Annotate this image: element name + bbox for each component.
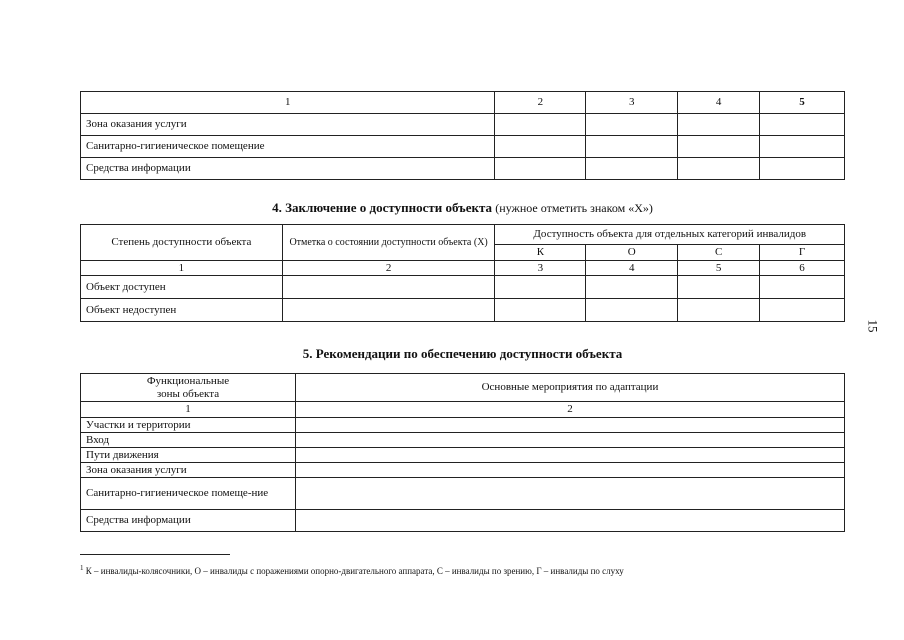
table-row — [81, 448, 845, 463]
column-numbers-row — [81, 402, 845, 418]
col-degree-header: Степень доступности объекта — [81, 225, 283, 261]
row-label: Зона оказания услуги — [81, 114, 495, 136]
col-number-5: 5 — [678, 261, 760, 276]
table-cell — [295, 478, 844, 510]
col-number-6: 6 — [760, 261, 845, 276]
col-number-5: 5 — [760, 92, 845, 114]
row-label: Санитарно-гигиеническое помещение — [81, 136, 495, 158]
col-number-4: 4 — [678, 92, 760, 114]
footnote — [80, 564, 624, 576]
col-measures-header: Основные мероприятия по адаптации — [295, 374, 844, 402]
section4-note: (нужное отметить знаком «Х») — [495, 201, 653, 215]
section4-heading — [80, 200, 845, 216]
table-cell — [586, 158, 678, 180]
table-cell — [760, 276, 845, 299]
table-row — [81, 510, 845, 532]
row-label: Зона оказания услуги — [81, 463, 296, 478]
row-label: Санитарно-гигиеническое помеще-ние — [81, 478, 296, 510]
table-cell — [760, 114, 845, 136]
table-cell — [678, 114, 760, 136]
footnote-marker: 1 — [80, 564, 84, 572]
footnote-text: К – инвалиды-колясочники, О – инвалиды с поражениями опорно-двигательного аппарата, С – инвалиды по зрению, Г – инвалиды по слуху — [85, 566, 624, 576]
col-number-2: 2 — [282, 261, 495, 276]
col-number-2: 2 — [295, 402, 844, 418]
col-mark-header: Отметка о состоянии доступности объекта (Х) — [282, 225, 495, 261]
page-number: 15 — [865, 319, 881, 333]
table-cell — [295, 418, 844, 433]
table-cell — [495, 136, 586, 158]
row-label: Средства информации — [81, 510, 296, 532]
table-header-row — [81, 225, 845, 245]
col-number-1: 1 — [81, 261, 283, 276]
table-cell — [678, 276, 760, 299]
section5-title: 5. Рекомендации по обеспечению доступности объекта — [302, 346, 623, 361]
col-number-3: 3 — [495, 261, 586, 276]
col-access-header: Доступность объекта для отдельных категорий инвалидов — [495, 225, 845, 245]
table-cell — [760, 299, 845, 322]
category-k: К — [495, 245, 586, 261]
table-cell — [760, 136, 845, 158]
col-number-1: 1 — [81, 92, 495, 114]
table-header-row — [81, 374, 845, 402]
table-cell — [495, 299, 586, 322]
table-cell — [495, 276, 586, 299]
table-cell — [282, 299, 495, 322]
table-cell — [678, 158, 760, 180]
col-number-1: 1 — [81, 402, 296, 418]
table-row — [81, 136, 845, 158]
table-cell — [586, 136, 678, 158]
table-cell — [760, 158, 845, 180]
row-label: Объект недоступен — [81, 299, 283, 322]
table-cell — [295, 433, 844, 448]
footnote-divider — [80, 554, 230, 555]
table-cell — [295, 510, 844, 532]
col-number-4: 4 — [586, 261, 678, 276]
row-label: Средства информации — [81, 158, 495, 180]
row-label: Пути движения — [81, 448, 296, 463]
zones-table-continuation — [80, 91, 845, 180]
table-row — [81, 463, 845, 478]
col-number-2: 2 — [495, 92, 586, 114]
table-row — [81, 276, 845, 299]
table-cell — [678, 299, 760, 322]
table-row — [81, 114, 845, 136]
table-cell — [678, 136, 760, 158]
table-cell — [282, 276, 495, 299]
table-row — [81, 158, 845, 180]
table-header-row — [81, 92, 845, 114]
section4-title: 4. Заключение о доступности объекта — [272, 200, 493, 215]
accessibility-conclusion-table — [80, 224, 845, 322]
category-s: С — [678, 245, 760, 261]
table-cell — [586, 299, 678, 322]
category-g: Г — [760, 245, 845, 261]
table-cell — [586, 276, 678, 299]
col-zones-header: Функциональные зоны объекта — [81, 374, 296, 402]
table-cell — [295, 448, 844, 463]
recommendations-table — [80, 373, 845, 532]
category-o: О — [586, 245, 678, 261]
col-number-3: 3 — [586, 92, 678, 114]
table-row — [81, 418, 845, 433]
table-row — [81, 478, 845, 510]
table-row — [81, 299, 845, 322]
row-label: Объект доступен — [81, 276, 283, 299]
row-label: Участки и территории — [81, 418, 296, 433]
row-label: Вход — [81, 433, 296, 448]
column-numbers-row — [81, 261, 845, 276]
table-cell — [495, 158, 586, 180]
table-cell — [495, 114, 586, 136]
table-cell — [295, 463, 844, 478]
table-cell — [586, 114, 678, 136]
table-row — [81, 433, 845, 448]
